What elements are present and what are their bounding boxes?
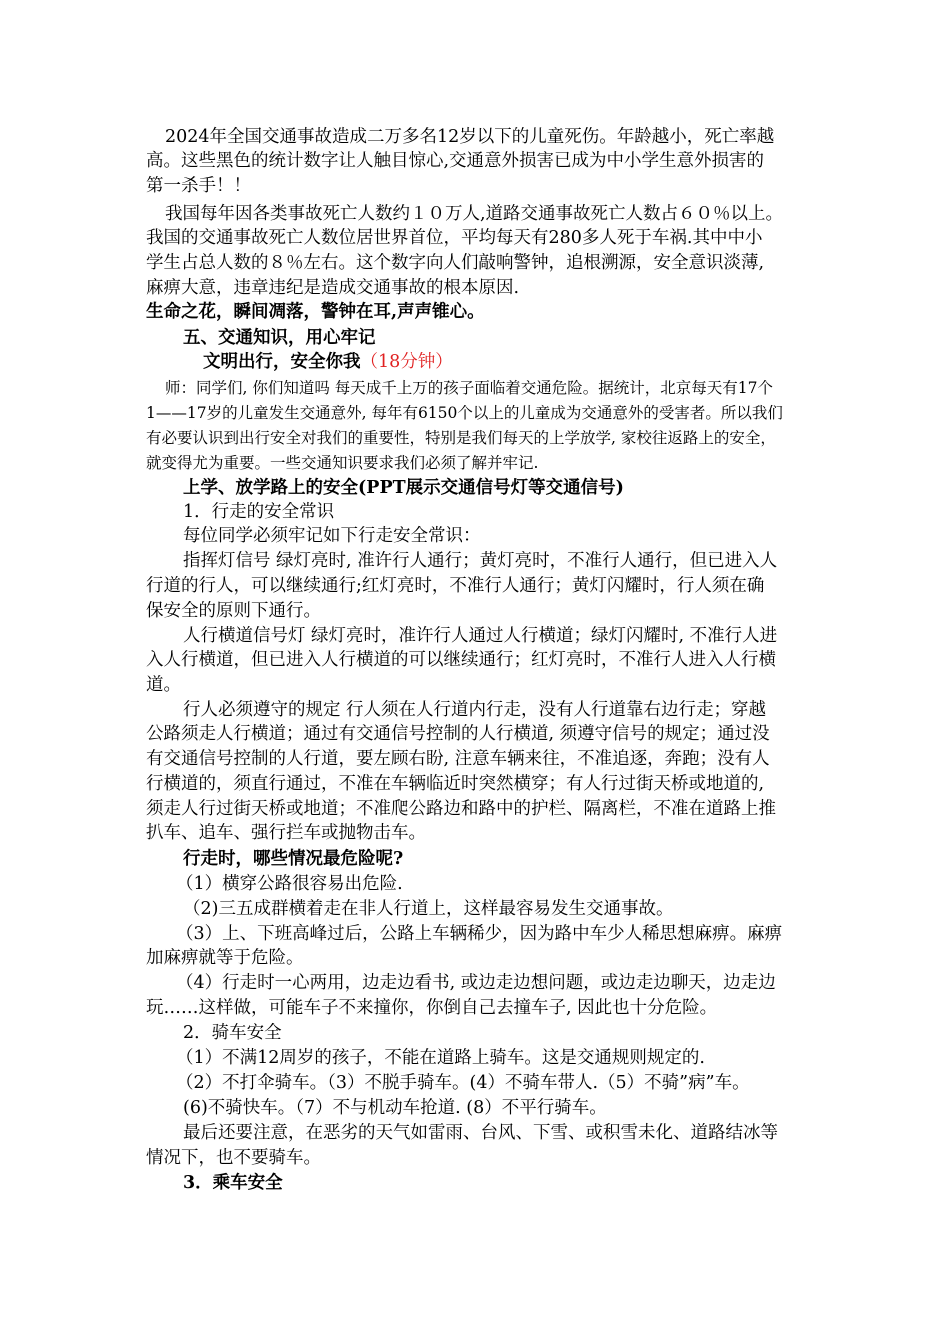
question-heading: 行走时，哪些情况最危险呢? — [183, 849, 404, 869]
paragraph-line: 道。 — [146, 675, 181, 695]
sub-heading: 2．骑车安全 — [183, 1023, 282, 1043]
list-item: 玩……这样做，可能车子不来撞你，你倒自己去撞车子, 因此也十分危险。 — [146, 998, 718, 1018]
teacher-line: 就变得尤为重要。一些交通知识要求我们必须了解并牢记. — [146, 454, 539, 472]
teacher-line: 师：同学们, 你们知道吗 每天成千上万的孩子面临着交通危险。据统计，北京每天有17个 — [165, 379, 774, 397]
slogan: 生命之花，瞬间凋落，警钟在耳,声声锥心。 — [146, 302, 485, 322]
list-item: 加麻痹就等于危险。 — [146, 948, 304, 968]
paragraph-line: 第一杀手！！ — [146, 176, 251, 196]
paragraph-line: 学生占总人数的８％左右。这个数字向人们敲响警钟，追根溯源，安全意识淡薄, — [146, 253, 765, 273]
list-item: （1）横穿公路很容易出危险. — [176, 874, 403, 894]
teacher-line: 1——17岁的儿童发生交通意外, 每年有6150个以上的儿童成为交通意外的受害者。所以我们 — [146, 404, 783, 422]
paragraph-line: 保安全的原则下通行。 — [146, 601, 321, 621]
paragraph-line: 人行横道信号灯 绿灯亮时，准许行人通过人行横道；绿灯闪耀时, 不准行人进 — [183, 626, 778, 646]
list-item: （4）行走时一心两用，边走边看书, 或边走边想问题，或边走边聊天，边走边 — [176, 973, 776, 993]
paragraph-line: 行道的行人，可以继续通行;红灯亮时，不准行人通行；黄灯闪耀时，行人须在确 — [146, 576, 765, 596]
paragraph-line: 麻痹大意，违章违纪是造成交通事故的根本原因. — [146, 278, 520, 298]
paragraph-line: 行人必须遵守的规定 行人须在人行道内行走，没有人行道靠右边行走；穿越 — [183, 700, 767, 720]
paragraph-line: 须走人行过街天桥或地道；不准爬公路边和路中的护栏、隔离栏，不准在道路上推 — [146, 799, 776, 819]
sub-heading: 3．乘车安全 — [183, 1173, 283, 1193]
paragraph-line: 2024年全国交通事故造成二万多名12岁以下的儿童死伤。年龄越小，死亡率越 — [165, 127, 775, 147]
sub-heading: 1．行走的安全常识 — [183, 502, 335, 522]
list-item: （2)三五成群横着走在非人行道上，这样最容易发生交通事故。 — [183, 899, 674, 919]
list-item: （1）不满12周岁的孩子，不能在道路上骑车。这是交通规则规定的. — [176, 1048, 705, 1068]
paragraph-line: 每位同学必须牢记如下行走安全常识： — [183, 526, 481, 546]
list-item: （3）上、下班高峰过后，公路上车辆稀少，因为路中车少人稀思想麻痹。麻痹 — [176, 924, 783, 944]
sub-heading-title: 文明出行，安全你我 — [203, 352, 361, 372]
paragraph-line: 情况下，也不要骑车。 — [146, 1148, 321, 1168]
section-heading: 五、交通知识，用心牢记 — [183, 328, 376, 348]
sub-heading — [203, 350, 453, 374]
paragraph-line: 最后还要注意，在恶劣的天气如雷雨、台风、下雪、或积雪未化、道路结冰等 — [183, 1123, 778, 1143]
list-item: (6)不骑快车。（7）不与机动车抢道. (8）不平行骑车。 — [183, 1098, 607, 1118]
paragraph-line: 高。这些黑色的统计数字让人触目惊心,交通意外损害已成为中小学生意外损害的 — [146, 151, 765, 171]
paragraph-line: 公路须走人行横道；通过有交通信号控制的人行横道, 须遵守信号的规定；通过没 — [146, 724, 770, 744]
list-item: （2）不打伞骑车。（3）不脱手骑车。(4）不骑车带人.（5）不骑”病”车。 — [176, 1073, 750, 1093]
section-heading: 上学、放学路上的安全(PPT展示交通信号灯等交通信号) — [183, 478, 624, 498]
paragraph-line: 入人行横道，但已进入人行横道的可以继续通行；红灯亮时，不准行人进入人行横 — [146, 650, 776, 670]
duration-note: （18分钟） — [360, 352, 453, 372]
paragraph-line: 行横道的，须直行通过，不准在车辆临近时突然横穿；有人行过街天桥或地道的, — [146, 774, 765, 794]
paragraph-line: 我国的交通事故死亡人数位居世界首位，平均每天有280多人死于车祸.其中中小 — [146, 228, 763, 248]
paragraph-line: 扒车、追车、强行拦车或抛物击车。 — [146, 823, 426, 843]
paragraph-line: 有交通信号控制的人行道，要左顾右盼, 注意车辆来往，不准追逐，奔跑；没有人 — [146, 749, 770, 769]
paragraph-line: 指挥灯信号 绿灯亮时, 准许行人通行；黄灯亮时，不准行人通行，但已进入人 — [183, 551, 778, 571]
paragraph-line: 我国每年因各类事故死亡人数约１０万人,道路交通事故死亡人数占６０％以上。 — [165, 204, 784, 224]
teacher-line: 有必要认识到出行安全对我们的重要性，特别是我们每天的上学放学, 家校往返路上的安全， — [146, 429, 776, 447]
